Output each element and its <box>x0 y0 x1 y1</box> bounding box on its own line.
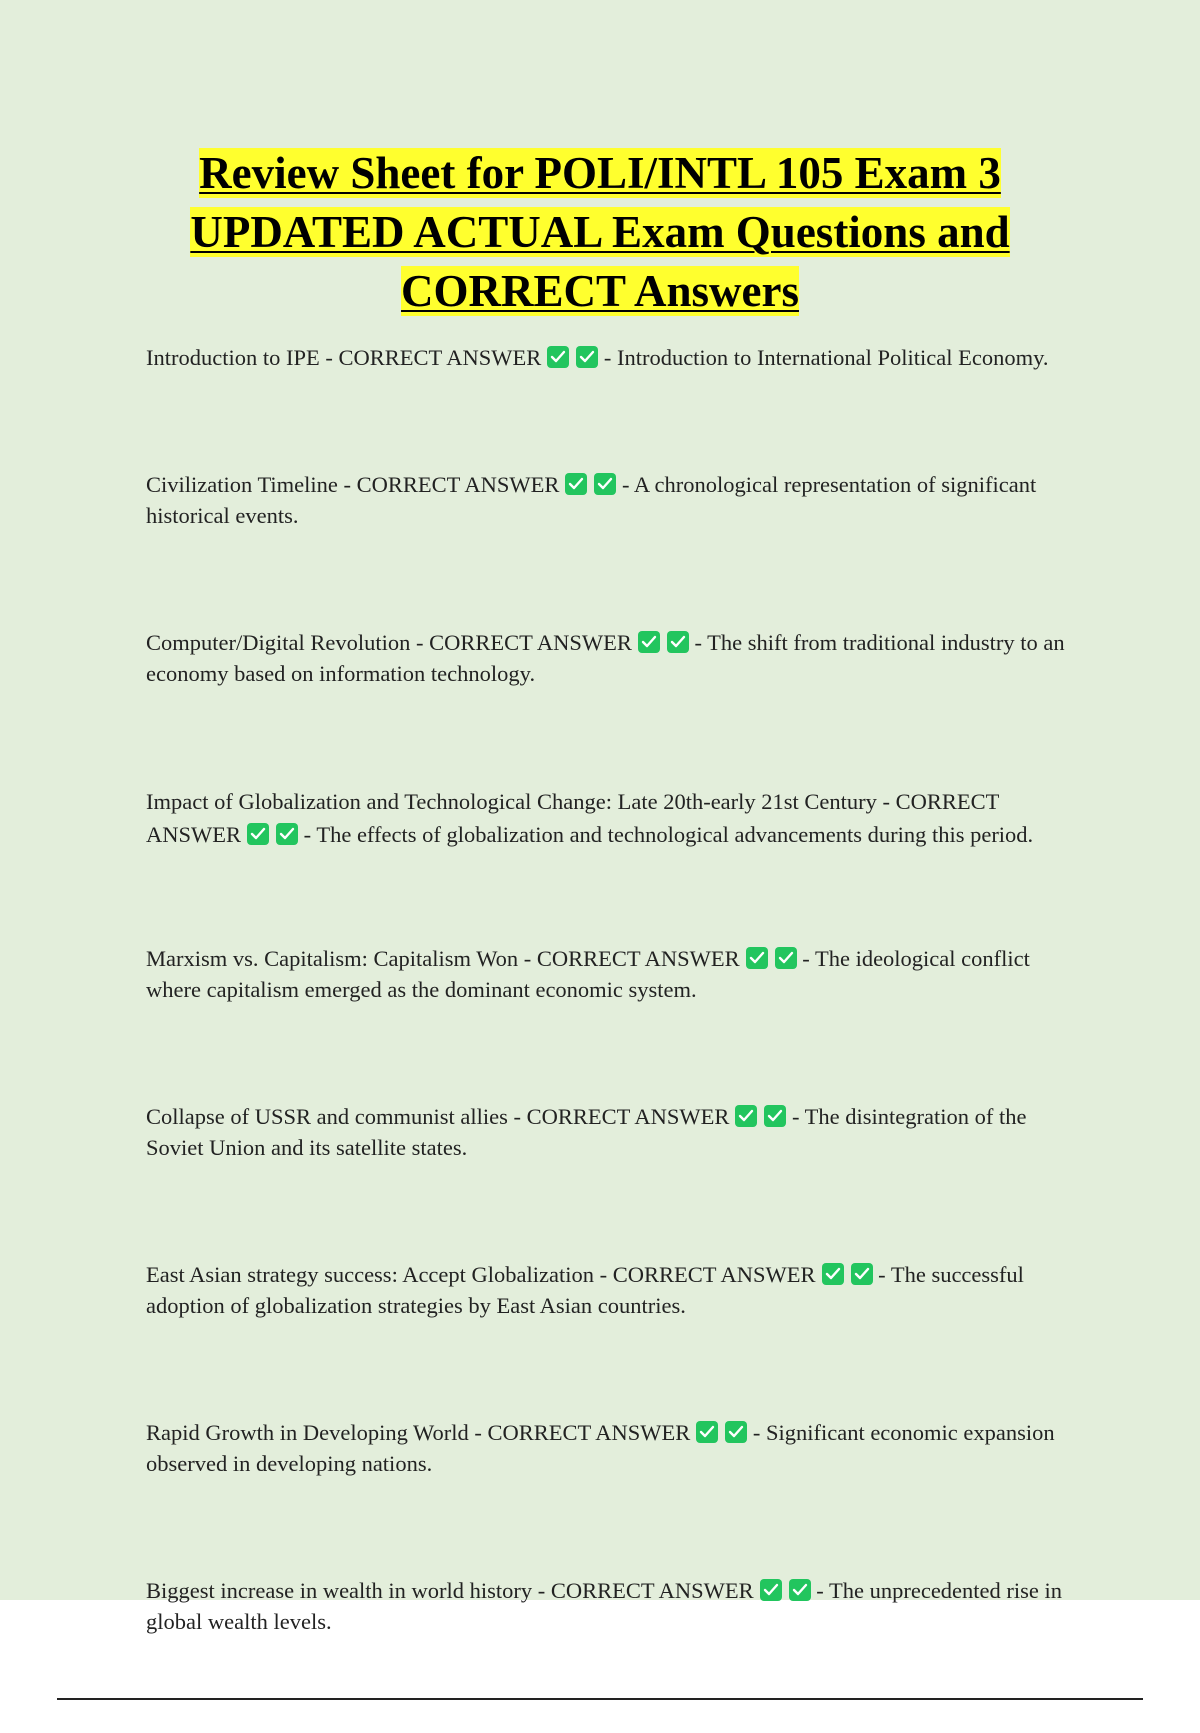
qa-item <box>146 469 1082 531</box>
check-box-icon <box>276 823 298 845</box>
qa-item <box>146 785 1082 851</box>
qa-answer: - The disintegration of the Soviet Union and its satellite states. <box>146 1104 1027 1160</box>
check-box-icon <box>764 1105 786 1127</box>
qa-answer: - A chronological representation of significant historical events. <box>146 472 1037 528</box>
qa-item <box>146 627 1082 689</box>
qa-term: East Asian strategy success: Accept Globalization - CORRECT ANSWER <box>146 1262 816 1287</box>
check-box-icon <box>594 473 616 495</box>
check-box-icon <box>775 947 797 969</box>
check-box-icon <box>735 1105 757 1127</box>
qa-answer: - The successful adoption of globalization strategies by East Asian countries. <box>146 1262 1024 1318</box>
qa-term: Civilization Timeline - CORRECT ANSWER <box>146 472 560 497</box>
qa-item <box>146 943 1082 1005</box>
qa-term: Biggest increase in wealth in world history - CORRECT ANSWER <box>146 1578 754 1603</box>
qa-term: Marxism vs. Capitalism: Capitalism Won - CORRECT ANSWER <box>146 946 740 971</box>
qa-item <box>146 1259 1082 1321</box>
check-box-icon <box>822 1263 844 1285</box>
qa-answer: - Significant economic expansion observed in developing nations. <box>146 1420 1055 1476</box>
qa-item <box>146 1101 1082 1163</box>
qa-answer: - The unprecedented rise in global wealth levels. <box>146 1578 1063 1634</box>
qa-answer: - The effects of globalization and technological advancements during this period. <box>303 822 1034 847</box>
qa-answer: - Introduction to International Political Economy. <box>603 345 1049 370</box>
check-box-icon <box>789 1579 811 1601</box>
check-box-icon <box>247 823 269 845</box>
qa-term: Computer/Digital Revolution - CORRECT ANSWER <box>146 630 632 655</box>
check-box-icon <box>851 1263 873 1285</box>
title-line-1: Review Sheet for POLI/INTL 105 Exam 3 <box>199 148 1001 198</box>
title-line-3: CORRECT Answers <box>401 266 799 316</box>
title-line-2: UPDATED ACTUAL Exam Questions and <box>190 207 1010 257</box>
check-box-icon <box>746 947 768 969</box>
qa-item <box>146 1417 1082 1479</box>
qa-term: Collapse of USSR and communist allies - CORRECT ANSWER <box>146 1104 730 1129</box>
qa-term: Rapid Growth in Developing World - CORRECT ANSWER <box>146 1420 691 1445</box>
qa-answer: - The ideological conflict where capitalism emerged as the dominant economic system. <box>146 946 1030 1002</box>
check-box-icon <box>565 473 587 495</box>
qa-item <box>146 1575 1082 1637</box>
qa-term: Introduction to IPE - CORRECT ANSWER <box>146 345 542 370</box>
document-title <box>100 144 1100 321</box>
check-box-icon <box>576 346 598 368</box>
qa-list <box>146 342 1082 1733</box>
check-box-icon <box>696 1421 718 1443</box>
qa-term: Impact of Globalization and Technological Change: Late 20th-early 21st Century - CORRECT ANSWER <box>146 789 1000 847</box>
check-box-icon <box>547 346 569 368</box>
check-box-icon <box>760 1579 782 1601</box>
check-box-icon <box>667 631 689 653</box>
qa-answer: - The shift from traditional industry to an economy based on information technology. <box>146 630 1065 686</box>
check-box-icon <box>638 631 660 653</box>
qa-item <box>146 342 1082 373</box>
check-box-icon <box>725 1421 747 1443</box>
